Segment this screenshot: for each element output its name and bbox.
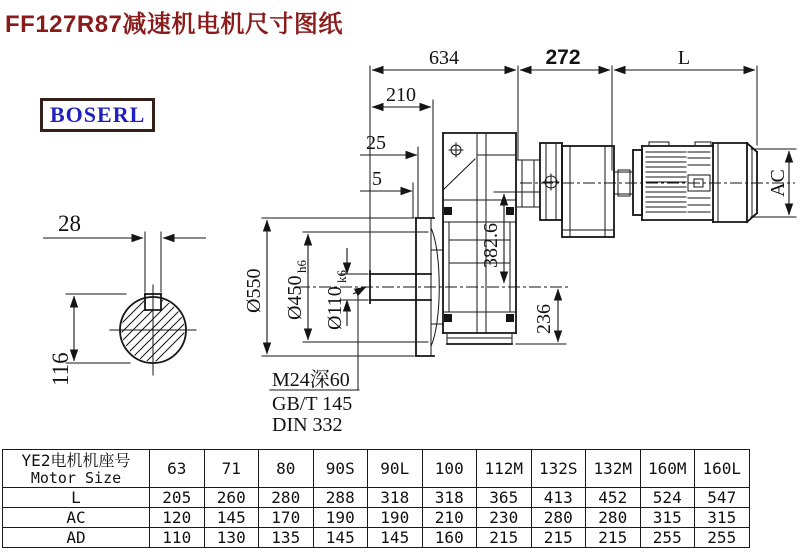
dim-110-tolerance: k6 [334, 270, 349, 283]
table-cell: 205 [150, 488, 205, 508]
table-cell: 315 [640, 508, 695, 528]
dim-5-label: 5 [372, 168, 382, 190]
dim-450-tolerance: h6 [294, 260, 309, 273]
dim-110-label: Ø110 [324, 286, 346, 330]
table-cell: 255 [695, 528, 750, 548]
table-cell: 110 [150, 528, 205, 548]
table-cell: 130 [204, 528, 259, 548]
table-cell: 524 [640, 488, 695, 508]
table-row [3, 508, 750, 528]
table-cell: 280 [259, 488, 314, 508]
table-row-label: AC [3, 508, 150, 528]
table-cell: 280 [531, 508, 586, 528]
table-cell: 145 [313, 528, 368, 548]
table-header-line2: Motor Size [30, 468, 122, 487]
table-cell: 135 [259, 528, 314, 548]
table-header-line1: YE2电机机座号 [21, 450, 131, 470]
table-cell: 547 [695, 488, 750, 508]
table-cell: 120 [150, 508, 205, 528]
table-row [3, 528, 750, 548]
dim-28-label: 28 [58, 211, 81, 236]
table-cell: 318 [368, 488, 423, 508]
table-header-size: 90S [313, 450, 368, 488]
table-cell: 170 [259, 508, 314, 528]
table-cell: 215 [477, 528, 532, 548]
dim-25-label: 25 [366, 132, 386, 154]
table-header-size: 132M [586, 450, 641, 488]
table-header-size: 132S [531, 450, 586, 488]
table-cell: 413 [531, 488, 586, 508]
table-cell: 365 [477, 488, 532, 508]
table-header-size: 160L [695, 450, 750, 488]
table-cell: 210 [422, 508, 477, 528]
table-header-size: 90L [368, 450, 423, 488]
table-header-size: 160M [640, 450, 695, 488]
table-row-label: AD [3, 528, 150, 548]
table-header-size: 71 [204, 450, 259, 488]
table-row-label: L [3, 488, 150, 508]
table-cell: 452 [586, 488, 641, 508]
table-cell: 160 [422, 528, 477, 548]
dim-272-label: 272 [545, 46, 581, 69]
table-cell: 280 [586, 508, 641, 528]
page-title: FF127R87减速机电机尺寸图纸 [5, 11, 343, 38]
dim-L-label: L [677, 47, 691, 69]
table-header-motor-size [3, 450, 150, 488]
shaft-section-view [43, 211, 224, 386]
table-header-size: 112M [477, 450, 532, 488]
dim-210-label: 210 [386, 84, 416, 106]
dim-550-label: Ø550 [243, 268, 265, 313]
dim-AC-label: AC [767, 169, 789, 197]
dimension-annotations [243, 46, 796, 436]
dim-382-label: 382.6 [480, 223, 502, 268]
motor-size-table [2, 449, 750, 548]
note-tap-hole: M24深60 [272, 369, 350, 391]
table-cell: 230 [477, 508, 532, 528]
table-row [3, 488, 750, 508]
table-header-size: 63 [150, 450, 205, 488]
table-cell: 145 [204, 508, 259, 528]
table-cell: 288 [313, 488, 368, 508]
table-header-size: 100 [422, 450, 477, 488]
table-cell: 190 [313, 508, 368, 528]
table-cell: 318 [422, 488, 477, 508]
table-cell: 215 [531, 528, 586, 548]
table-cell: 255 [640, 528, 695, 548]
dim-634-label: 634 [429, 47, 459, 69]
table-cell: 190 [368, 508, 423, 528]
brand-logo-text: BOSERL [50, 102, 146, 127]
dim-236-label: 236 [533, 304, 555, 334]
dim-116-label: 116 [48, 352, 73, 386]
table-cell: 145 [368, 528, 423, 548]
motor-side-view [633, 142, 757, 222]
note-standard-din: DIN 332 [272, 414, 343, 436]
table-cell: 215 [586, 528, 641, 548]
adapter-housing [516, 143, 633, 237]
table-header-size: 80 [259, 450, 314, 488]
note-standard-gbt: GB/T 145 [272, 393, 353, 415]
table-cell: 260 [204, 488, 259, 508]
dim-450-label: Ø450 [284, 275, 306, 320]
table-cell: 315 [695, 508, 750, 528]
